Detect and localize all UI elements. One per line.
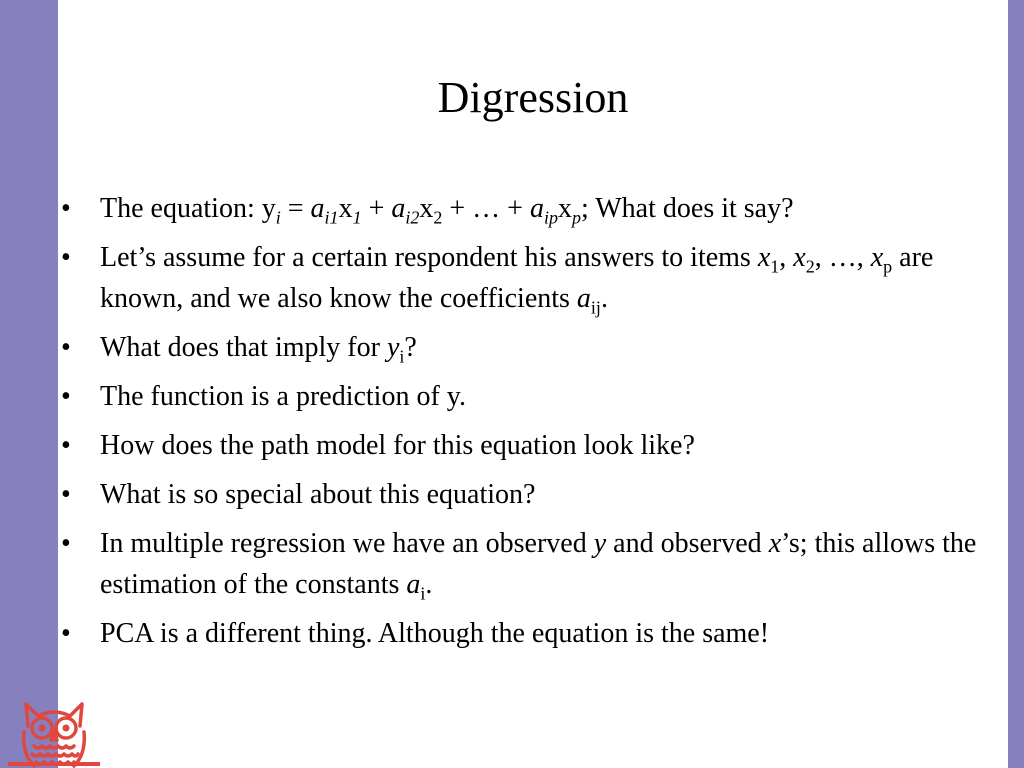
bullet-imply: • What does that imply for $y_i$?: [58, 327, 978, 368]
owl-logo-icon: [8, 696, 100, 768]
bullet-pca: • PCA is a different thing. Although the equation is the same!: [58, 613, 978, 654]
bullet-respondent: • Let’s assume for a certain respondent his answers to items $x_1$, $x_2$, …, $x_p$ are known, and we also know the coefficients $a_{ij}$.: [58, 237, 978, 319]
bullet-special: • What is so special about this equation?: [58, 474, 978, 515]
bullet-path-model: • How does the path model for this equation look like?: [58, 425, 978, 466]
slide-title: Digression: [437, 73, 629, 122]
bullet-equation: • The equation: $y_i = a_{i1}x_1 + a_{i2}x_2$ + … + $a_{ip}x_p$; What does it say?: [58, 188, 978, 229]
bullet-list: [58, 188, 978, 662]
slide: [58, 0, 1008, 768]
bullet-prediction: • The function is a prediction of y.: [58, 376, 978, 417]
bullet-regression: • In multiple regression we have an observed y and observed x’s; this allows the estimation of the constants $a_i$.: [58, 523, 978, 605]
